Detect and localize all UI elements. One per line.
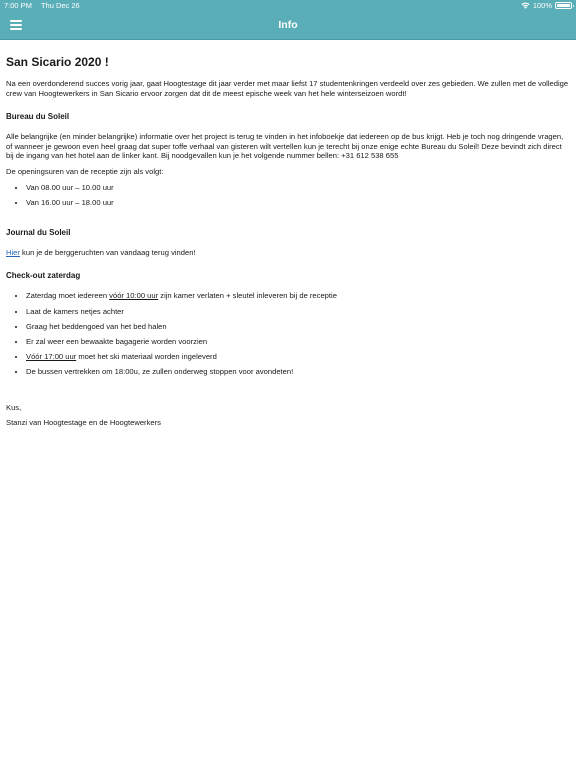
journal-heading: Journal du Soleil (6, 227, 71, 237)
signature: Stanzi van Hoogtestage en de Hoogtewerkers (6, 418, 161, 428)
journal-text: kun je de berggeruchten van vandaag terug vinden! (19, 247, 196, 257)
list-item: • Er zal weer een bewaakte bagagerie worden voorzien (26, 337, 570, 347)
status-bar (0, 0, 576, 11)
list-item: • De bussen vertrekken om 18:00u, ze zullen onderweg stoppen voor avondeten! (26, 367, 570, 377)
list-item: • Van 16.00 uur – 18.00 uur (26, 198, 570, 208)
list-item: • Graag het beddengoed van het bed halen (26, 322, 570, 332)
wifi-icon (521, 2, 530, 9)
status-date: Thu Dec 26 (40, 1, 80, 10)
opening-hours-intro: De openingsuren van de receptie zijn als volgt: (6, 166, 164, 176)
list-item (26, 352, 570, 362)
checkout-text: Zaterdag moet iedereen (26, 291, 110, 301)
list-item: • Van 08.00 uur – 10.00 uur (26, 183, 570, 193)
bureau-heading: Bureau du Soleil (6, 112, 70, 122)
journal-paragraph (6, 248, 570, 258)
opening-hours-list (6, 183, 570, 208)
checkout-text: moet het ski materiaal worden ingeleverd (76, 352, 217, 362)
hamburger-menu-icon[interactable] (10, 20, 22, 30)
battery-icon (555, 2, 572, 9)
checkout-list (6, 291, 570, 377)
journal-link[interactable]: Hier (6, 247, 20, 257)
status-time: 7:00 PM (4, 1, 32, 10)
info-content (0, 55, 576, 428)
navigation-bar (0, 11, 576, 40)
intro-paragraph: Na een overdonderend succes vorig jaar, gaat Hoogtestage dit jaar verder met maar liefst 17 studentenkringen verdeeld over zes gebieden. We zullen met de volledige crew van Hoogtewerkers in San Sicario ervoor zorgen dat dit de meest epische week van het hele winterseizoen wordt! (6, 79, 569, 98)
checkout-text: zijn kamer verlaten + sleutel inleveren bij de receptie (158, 291, 337, 301)
checkout-time-underlined: vóór 10:00 uur (109, 291, 159, 301)
bureau-paragraph: Alle belangrijke (en minder belangrijke) informatie over het project is terug te vinden in het infoboekje dat iedereen op de bus krijgt. Heb je toch nog dringende vragen, of wanneer je gewoon even heel graag dat super toffe verhaal van gisteren wilt vertellen kun je terecht bij onze enige echte Bureau du Soleil! Deze bevindt zich direct bij de ingang van het hotel aan de linker kant. Bij noodgevallen kun je het volgende nummer bellen: +31 612 538 655 (6, 132, 564, 161)
page-title: Info (278, 19, 298, 31)
checkout-heading: Check-out zaterdag (6, 271, 81, 281)
ski-return-time-underlined: Vóór 17:00 uur (26, 352, 77, 362)
signoff: Kus, (6, 402, 22, 412)
battery-percentage: 100% (532, 1, 552, 10)
list-item: • Laat de kamers netjes achter (26, 307, 570, 317)
list-item (26, 291, 570, 301)
article-title: San Sicario 2020 ! (6, 55, 109, 69)
